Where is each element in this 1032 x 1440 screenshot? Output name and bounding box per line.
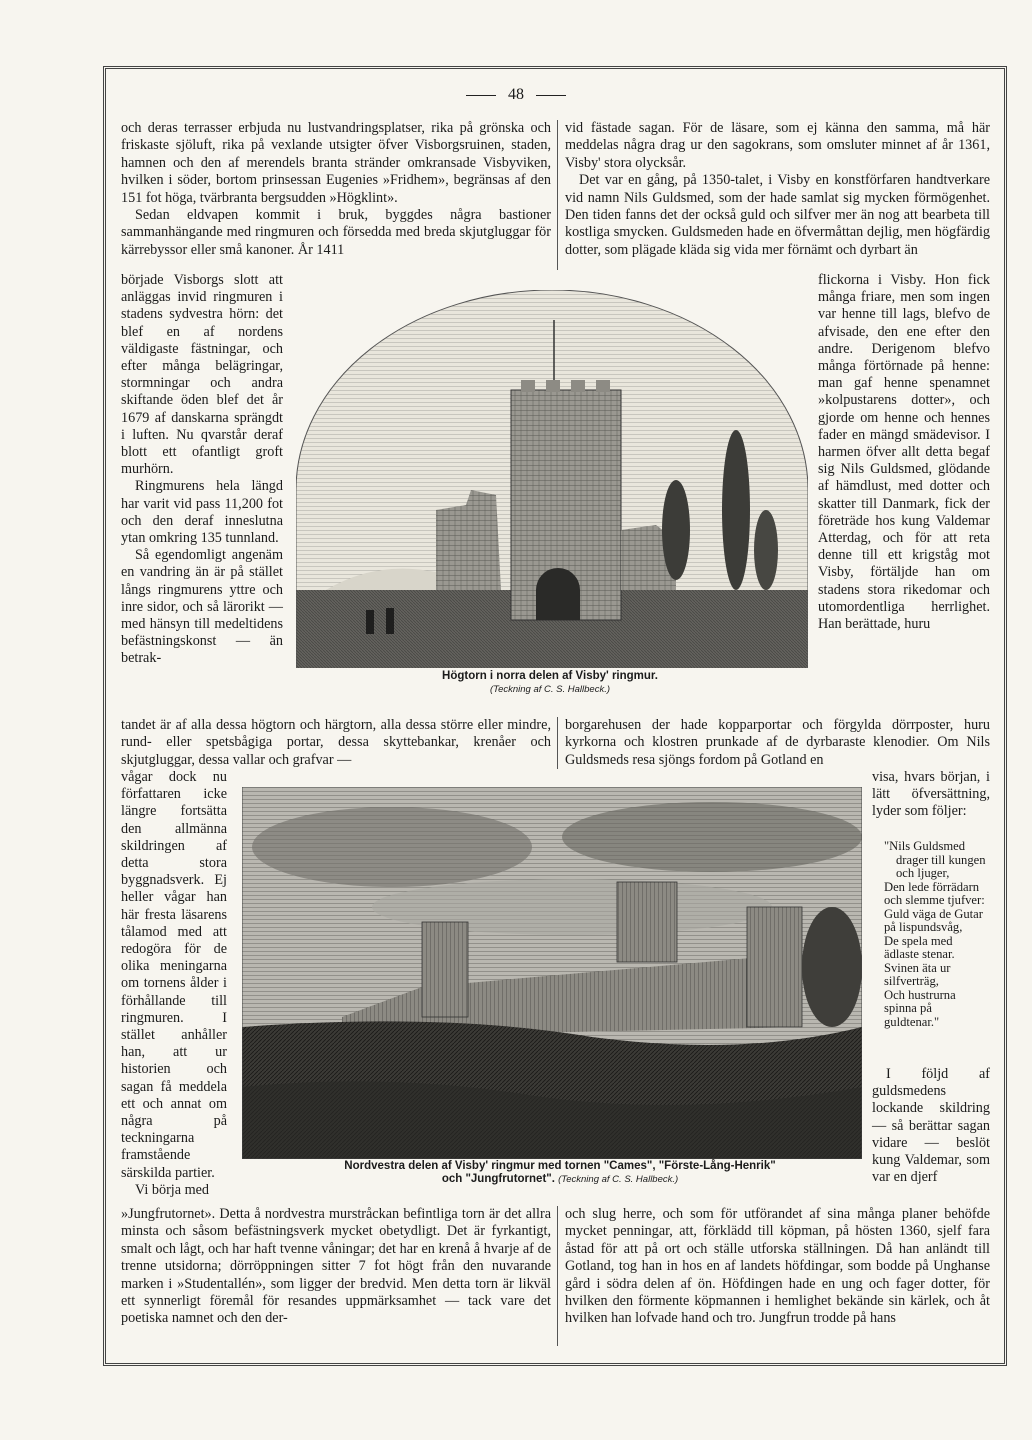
left-narrow-column (121, 272, 283, 668)
left-column-top (121, 120, 551, 259)
poem-line: Svinen äta ur silfverträg, (884, 960, 951, 988)
column-rule (557, 1206, 558, 1346)
page-number: 48 (0, 86, 1032, 104)
right-column-bottom (565, 1206, 990, 1328)
poem-line: De spela med ädlaste stenar. (884, 933, 955, 961)
paragraph: och slug herre, och som för utförandet af sina många planer behöfde mycket penningar, att, förklädd till köpman, på hösten 1360, sjelf fara åstad för att på ort och ställe utforska ställningen. Då han anländt till Gotland, tog han in hos en af landets höfdingar, som bodde på Unghanse gård i södra delen af ön. Höfdingen hade en ung och fager dotter, för hvilken den förmente köpmannen i hemlighet bekände sin kärlek, och åt hvilken han lofvade hand och tro. Jungfrun trodde på hans (565, 1206, 990, 1327)
paragraph: tandet är af alla dessa högtorn och härgtorn, alla dessa större eller mindre, rund- eller spetsbågiga portar, dessa skyttebankar, krenåer och skjutgluggar, dessa vallar och grafvar — (121, 717, 551, 768)
caption-title-2: och "Jungfrutornet". (441, 1173, 555, 1185)
poem-line: drager till kungen och ljuger, (896, 852, 986, 880)
paragraph: borgarehusen der hade kopparportar och förgylda dörrposter, huru kyrkorna och klostren prunkade af de dyrbaraste klenodier. Om Nils Guldsmeds resa sjöngs fordom på Gotland en (565, 717, 990, 768)
poem-line: "Nils Guldsmed (884, 839, 966, 853)
paragraph: Vi börja med (135, 1181, 210, 1198)
left-narrow-column-2 (121, 769, 227, 1199)
paragraph: vid fästade sagan. För de läsare, som ej känna den samma, må här meddelas några drag ur den sagokrans, som omsluter minnet af år 1361, Visby' stora olycksår. (565, 120, 990, 171)
paragraph: visa, hvars början, i lätt öfversättning, lyder som följer: (872, 769, 990, 820)
poem-line: Och hustrurna spinna på guldtenar." (884, 987, 956, 1029)
left-column-bottom (121, 1206, 551, 1328)
right-middle-text (565, 717, 990, 769)
paragraph: Sedan eldvapen kommit i bruk, byggdes några bastioner sammanhängande med ringmuren och försedda med breda skjutgluggar för kärrebyssor eller små kanoner. År 1411 (121, 207, 551, 258)
caption-title: Nordvestra delen af Visby' ringmur med tornen "Cames", "Förste-Lång-Henrik" (344, 1160, 776, 1172)
illustration-1-caption (380, 670, 720, 696)
paragraph: »Jungfrutornet». Detta å nordvestra murstråckan befintliga torn är det allra minsta och såsom befästningsverk mycket obetydligt. Det är fyrkantigt, smalt och lågt, och har haft tvenne våningar; det har en krenå å hvarje af de trenne utsidorna; dörröppningen sitter 7 fot högt från den nuvarande marken i »Studentallén», som ligger der bredvid. Men detta torn är likväl ett synnerligt föremål för resandes uppmärksamhet — tack vare det poetiska namnet och den der- (121, 1206, 551, 1327)
right-narrow-column-2 (872, 769, 990, 821)
poem-line: Guld väga de Gutar på lispundsvåg, (884, 906, 983, 934)
poem-line: Den lede förrädarn och slemme tjufver: (884, 879, 985, 907)
column-rule (557, 120, 558, 270)
paragraph: Så egendomligt angenäm en vandring än är på stället långs ringmurens yttre och inre sidor, och så lärorikt — med hänsyn till medeltidens befästningskonst — än betrak- (121, 547, 283, 667)
right-narrow-column (818, 272, 990, 633)
illustration-2-caption (270, 1160, 850, 1186)
caption-credit: (Teckning af C. S. Hallbeck.) (489, 684, 611, 695)
poem (884, 840, 990, 1029)
right-column-top (565, 120, 990, 259)
column-rule (557, 717, 558, 769)
paragraph: flickorna i Visby. Hon fick många friare, men som ingen var henne till lags, blefvo de afvisade, den ene efter den andre. Derigenom blefvo många förtörnade på henne: man gaf henne spenamnet »kolpustarens dotter», och gjorde om henne och hennes fader en mängd smädevisor. I harmen öfver allt detta begaf sig Nils Guldsmed, glödande af hämdlust, med dotter och skatter till Danmark, fick der företräde hos kung Valdemar Atterdag, och för att reta denne till ett krigståg mot Visby, förtäljde han om stadens stora rikedomar och utomordentliga herrlighet. Han berättade, huru (818, 272, 990, 633)
right-narrow-column-3 (872, 1066, 990, 1186)
illustration-hogtorn (296, 290, 808, 668)
illustration-nordvestra (242, 787, 862, 1159)
paragraph: Ringmurens hela längd har varit vid pass 11,200 fot och den deraf inneslutna ytan omkring 135 tunnland. (121, 478, 283, 547)
paragraph: I följd af guldsmedens lockande skildring — så berättar sagan vidare — beslöt kung Valdemar, som var en djerf (872, 1066, 990, 1186)
wall-engraving (242, 787, 862, 1159)
caption-credit: (Teckning af C. S. Hallbeck.) (558, 1174, 679, 1185)
left-middle-text (121, 717, 551, 769)
paragraph: vågar dock nu författaren icke längre fortsätta den allmänna skildringen af detta stora byggnadsverk. Ej heller vågar han här fresta läsarens tålamod med att redogöra för de olika meningarna om tornens ålder i förhållande till ringmuren. I stället anhåller han, att ur historien och sagan få meddela ett och annat om några på teckningarna framstående särskilda partier. (121, 769, 227, 1181)
paragraph: Det var en gång, på 1350-talet, i Visby en konstförfaren handtverkare vid namn Nils Guldsmed, som der hade samlat sig mycken förmögenhet. Den tiden fanns det der också guld och silfver mer än nog att bearbeta till kostliga smycken. Guldsmeden hade en öfvermåttan dejlig, men högfärdig dotter, som plägade kläda sig vida mer förnämt och dyrbart än (565, 172, 990, 258)
caption-title: Högtorn i norra delen af Visby' ringmur. (442, 670, 658, 682)
paragraph: och deras terrasser erbjuda nu lustvandringsplatser, rika på grönska och friskaste sjöluft, rika på vexlande utsigter öfver Visborgsruinen, staden, hamnen och den af merendels branta stränder omkransade Visbyviken, hvilken i söder, bortom prinsessan Eugenies »Fridhem», begränsas af den 151 fot höga, tvärbranta bergsudden »Högklint». (121, 120, 551, 206)
paragraph: började Visborgs slott att anläggas invid ringmuren i stadens sydvestra hörn: det blef en af nordens väldigaste fästningar, och efter många belägringar, stormningar och andra skiftande öden blef det år 1679 af danskarna sprängdt i luften. Nu qvarstår deraf blott ett ofantligt groft murhörn. (121, 272, 283, 478)
tower-engraving (296, 290, 808, 668)
